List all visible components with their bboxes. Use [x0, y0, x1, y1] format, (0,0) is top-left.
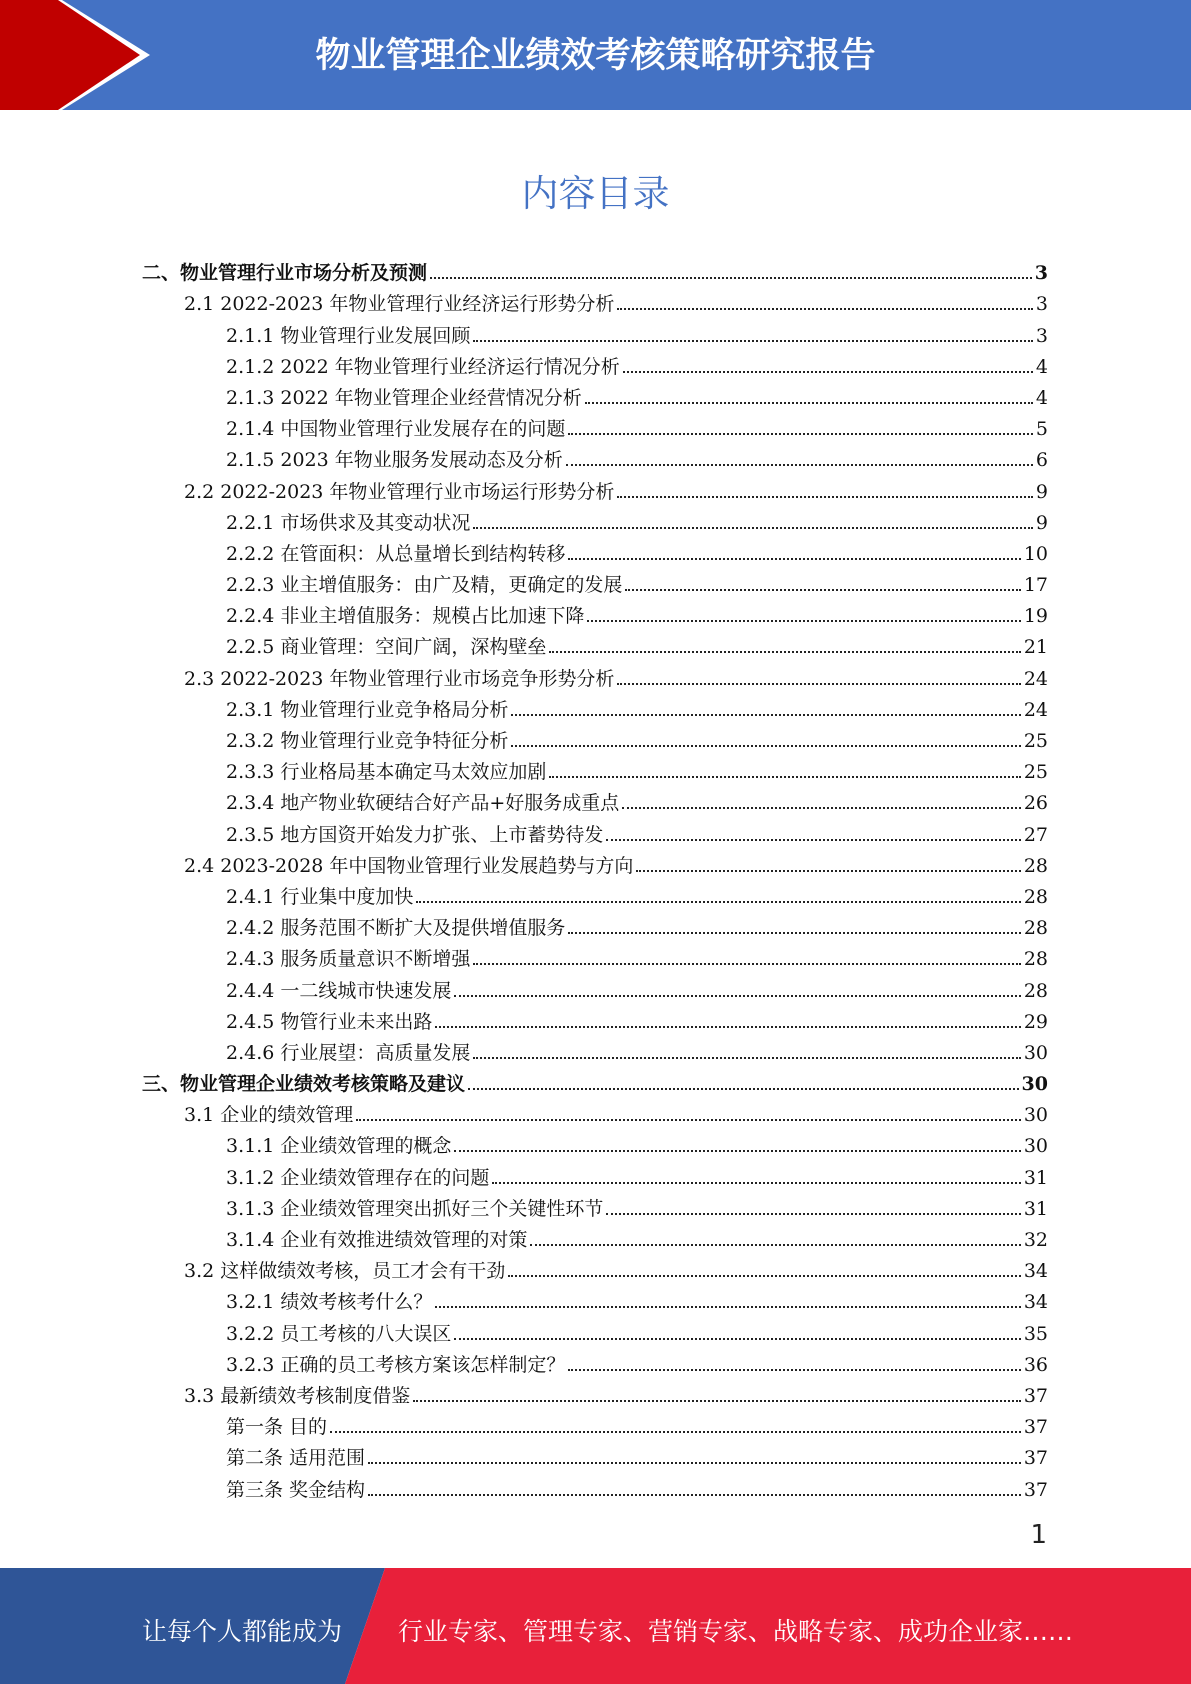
toc-leader-dots: [473, 527, 1033, 529]
toc-entry-page: 6: [1035, 449, 1048, 472]
toc-leader-dots: [511, 745, 1020, 747]
toc-leader-dots: [416, 901, 1020, 903]
toc-leader-dots: [454, 1150, 1020, 1152]
toc-leader-dots: [566, 464, 1033, 466]
toc-entry-page: 9: [1035, 511, 1048, 534]
toc-entry-label: 第三条 奖金结构: [226, 1478, 366, 1501]
toc-entry[interactable]: [142, 1126, 1048, 1157]
toc-entry[interactable]: [142, 565, 1048, 596]
toc-entry[interactable]: [142, 1469, 1048, 1500]
toc-entry-label: 3.1.1 企业绩效管理的概念: [226, 1135, 452, 1158]
toc-entry-page: 32: [1023, 1229, 1048, 1251]
toc-entry[interactable]: [142, 627, 1048, 658]
toc-entry-label: 2.3.2 物业管理行业竞争特征分析: [226, 730, 509, 752]
toc-leader-dots: [454, 995, 1020, 997]
toc-entry-page: 24: [1023, 667, 1048, 690]
toc-entry[interactable]: [142, 503, 1048, 534]
toc-entry-label: 2.4.6 行业展望：高质量发展: [226, 1041, 471, 1064]
toc-leader-dots: [617, 496, 1032, 498]
table-of-contents: [142, 253, 1048, 1501]
toc-leader-dots: [617, 308, 1032, 310]
toc-entry[interactable]: [142, 1002, 1048, 1033]
toc-entry-label: 2.3.4 地产物业软硬结合好产品+好服务成重点: [226, 792, 620, 815]
toc-leader-dots: [568, 433, 1033, 435]
toc-entry-page: 31: [1023, 1197, 1048, 1220]
toc-entry[interactable]: [142, 471, 1048, 502]
toc-entry-label: 2.1.5 2023 年物业服务发展动态及分析: [226, 449, 563, 472]
toc-entry-label: 三、物业管理企业绩效考核策略及建议: [142, 1073, 466, 1096]
toc-entry-page: 30: [1023, 1135, 1048, 1158]
page-number: 1: [1030, 1520, 1047, 1550]
toc-entry-page: 4: [1035, 386, 1048, 409]
toc-leader-dots: [473, 1057, 1020, 1059]
toc-entry-label: 2.4.3 服务质量意识不断增强: [226, 948, 471, 971]
header-title: 物业管理企业绩效考核策略研究报告: [315, 36, 876, 76]
toc-leader-dots: [413, 1400, 1021, 1402]
toc-entry[interactable]: [142, 440, 1048, 471]
toc-entry-page: 30: [1021, 1073, 1048, 1096]
toc-leader-dots: [622, 807, 1021, 809]
toc-entry[interactable]: [142, 846, 1048, 877]
toc-leader-dots: [617, 683, 1020, 685]
toc-entry-label: 二、物业管理行业市场分析及预测: [142, 262, 428, 285]
toc-entry-label: 3.1 企业的绩效管理: [184, 1104, 354, 1127]
toc-title: 内容目录: [521, 172, 670, 215]
toc-entry-label: 3.1.3 企业绩效管理突出抓好三个关键性环节: [226, 1197, 604, 1220]
toc-entry-page: 10: [1023, 542, 1048, 565]
toc-entry-label: 2.2.5 商业管理：空间广阔，深构壁垒: [226, 636, 547, 659]
toc-entry-label: 2.4.4 一二线城市快速发展: [226, 979, 452, 1002]
toc-entry-label: 2.3.3 行业格局基本确定马太效应加剧: [226, 761, 547, 784]
toc-leader-dots: [492, 1182, 1020, 1184]
toc-leader-dots: [625, 589, 1020, 591]
toc-entry-page: 3: [1034, 262, 1048, 285]
toc-leader-dots: [587, 620, 1020, 622]
toc-leader-dots: [530, 1244, 1020, 1246]
toc-entry-page: 3: [1035, 293, 1048, 316]
toc-entry-label: 2.4.2 服务范围不断扩大及提供增值服务: [226, 917, 566, 940]
toc-leader-dots: [473, 340, 1033, 342]
toc-entry-label: 2.1.1 物业管理行业发展回顾: [226, 324, 471, 347]
toc-entry-page: 21: [1023, 636, 1048, 659]
toc-entry-page: 28: [1023, 885, 1048, 908]
toc-entry-label: 2.1.4 中国物业管理行业发展存在的问题: [226, 418, 566, 441]
toc-entry-label: 3.2.2 员工考核的八大误区: [226, 1322, 452, 1345]
toc-entry[interactable]: [142, 378, 1048, 409]
toc-leader-dots: [330, 1431, 1021, 1433]
toc-leader-dots: [468, 1088, 1019, 1090]
toc-entry-page: 37: [1023, 1447, 1048, 1470]
toc-entry[interactable]: [142, 970, 1048, 1001]
toc-entry[interactable]: [142, 596, 1048, 627]
toc-entry[interactable]: [142, 1157, 1048, 1188]
toc-entry-page: 28: [1023, 917, 1048, 940]
toc-entry-page: 5: [1035, 418, 1048, 441]
toc-entry[interactable]: [142, 1407, 1048, 1438]
toc-entry-page: 25: [1023, 761, 1048, 784]
toc-leader-dots: [511, 714, 1020, 716]
toc-entry-page: 9: [1035, 480, 1048, 503]
toc-leader-dots: [368, 1462, 1021, 1464]
toc-entry[interactable]: [142, 253, 1048, 284]
toc-leader-dots: [568, 558, 1020, 560]
toc-entry-page: 30: [1023, 1104, 1048, 1127]
toc-entry-label: 2.4 2023-2028 年中国物业管理行业发展趋势与方向: [184, 854, 634, 877]
toc-entry[interactable]: [142, 939, 1048, 970]
toc-leader-dots: [636, 870, 1020, 872]
toc-leader-dots: [356, 1119, 1021, 1121]
toc-entry[interactable]: [142, 315, 1048, 346]
toc-entry-label: 3.1.4 企业有效推进绩效管理的对策: [226, 1229, 528, 1251]
toc-entry[interactable]: [142, 347, 1048, 378]
toc-entry-label: 3.3 最新绩效考核制度借鉴: [184, 1384, 411, 1407]
header-band: [0, 0, 1191, 110]
toc-leader-dots: [568, 932, 1020, 934]
toc-entry-page: 28: [1023, 854, 1048, 877]
toc-leader-dots: [549, 651, 1020, 653]
toc-leader-dots: [585, 402, 1033, 404]
toc-entry-label: 3.1.2 企业绩效管理存在的问题: [226, 1166, 490, 1189]
toc-entry[interactable]: [142, 1220, 1048, 1251]
toc-entry-label: 2.3 2022-2023 年物业管理行业市场竞争形势分析: [184, 667, 615, 690]
toc-entry-page: 26: [1023, 792, 1048, 815]
toc-entry-label: 2.2 2022-2023 年物业管理行业市场运行形势分析: [184, 480, 615, 503]
toc-leader-dots: [435, 1026, 1020, 1028]
toc-entry-label: 2.1 2022-2023 年物业管理行业经济运行形势分析: [184, 293, 615, 316]
toc-entry-page: 31: [1023, 1166, 1048, 1189]
toc-entry-page: 34: [1023, 1260, 1048, 1283]
toc-entry[interactable]: [142, 534, 1048, 565]
toc-entry-page: 37: [1023, 1478, 1048, 1501]
toc-entry-label: 第一条 目的: [226, 1416, 328, 1439]
toc-entry[interactable]: [142, 690, 1048, 721]
toc-entry-page: 19: [1023, 605, 1048, 628]
toc-leader-dots: [454, 1338, 1020, 1340]
toc-leader-dots: [430, 277, 1032, 279]
toc-entry[interactable]: [142, 1095, 1048, 1126]
toc-entry-label: 3.2 这样做绩效考核，员工才会有干劲: [184, 1260, 506, 1283]
toc-entry-label: 2.4.5 物管行业未来出路: [226, 1010, 433, 1033]
toc-leader-dots: [606, 1213, 1020, 1215]
toc-entry-label: 2.1.2 2022 年物业管理行业经济运行情况分析: [226, 355, 620, 378]
toc-entry-page: 29: [1023, 1010, 1048, 1033]
toc-leader-dots: [435, 1306, 1020, 1308]
toc-entry-page: 28: [1023, 948, 1048, 971]
footer-slogan-right: 行业专家、管理专家、营销专家、战略专家、成功企业家……: [398, 1617, 1074, 1646]
toc-entry-label: 2.3.1 物业管理行业竞争格局分析: [226, 698, 509, 721]
toc-entry[interactable]: [142, 814, 1048, 845]
toc-entry[interactable]: [142, 1189, 1048, 1220]
toc-entry[interactable]: [142, 721, 1048, 752]
toc-entry-label: 2.2.1 市场供求及其变动状况: [226, 511, 471, 534]
toc-entry[interactable]: [142, 284, 1048, 315]
toc-entry-page: 3: [1035, 324, 1048, 347]
toc-entry-page: 24: [1023, 698, 1048, 721]
footer-band: [0, 1568, 1191, 1684]
toc-leader-dots: [623, 371, 1033, 373]
toc-entry[interactable]: [142, 783, 1048, 814]
footer-slogan-left: 让每个人都能成为: [142, 1617, 343, 1646]
toc-entry[interactable]: [142, 1376, 1048, 1407]
toc-entry-page: 30: [1023, 1041, 1048, 1064]
toc-entry-page: 37: [1023, 1416, 1048, 1439]
toc-entry[interactable]: [142, 752, 1048, 783]
toc-entry-page: 25: [1023, 730, 1048, 752]
toc-leader-dots: [368, 1494, 1021, 1496]
toc-entry[interactable]: [142, 1033, 1048, 1064]
toc-leader-dots: [473, 963, 1020, 965]
toc-leader-dots: [568, 1369, 1020, 1371]
toc-entry-page: 28: [1023, 979, 1048, 1002]
toc-entry[interactable]: [142, 1313, 1048, 1344]
toc-entry[interactable]: [142, 1345, 1048, 1376]
toc-entry[interactable]: [142, 1251, 1048, 1282]
toc-entry[interactable]: [142, 908, 1048, 939]
toc-entry-label: 2.1.3 2022 年物业管理企业经营情况分析: [226, 386, 582, 409]
toc-entry-label: 3.2.1 绩效考核考什么？: [226, 1291, 433, 1314]
toc-entry-label: 2.3.5 地方国资开始发力扩张、上市蓄势待发: [226, 823, 604, 846]
toc-entry[interactable]: [142, 1282, 1048, 1313]
toc-entry-page: 17: [1023, 574, 1048, 597]
toc-leader-dots: [606, 839, 1020, 841]
toc-entry-label: 2.2.4 非业主增值服务：规模占比加速下降: [226, 605, 585, 628]
toc-entry[interactable]: [142, 1064, 1048, 1095]
toc-leader-dots: [549, 776, 1020, 778]
toc-entry-page: 35: [1023, 1322, 1048, 1345]
toc-entry-page: 36: [1023, 1353, 1048, 1376]
toc-entry-page: 37: [1023, 1384, 1048, 1407]
toc-entry-label: 2.4.1 行业集中度加快: [226, 885, 414, 908]
toc-leader-dots: [508, 1275, 1021, 1277]
toc-entry-page: 4: [1035, 355, 1048, 378]
toc-entry-label: 3.2.3 正确的员工考核方案该怎样制定？: [226, 1353, 566, 1376]
toc-entry[interactable]: [142, 1438, 1048, 1469]
toc-entry-label: 2.2.2 在管面积：从总量增长到结构转移: [226, 542, 566, 565]
toc-entry-page: 27: [1023, 823, 1048, 846]
toc-entry-label: 2.2.3 业主增值服务：由广及精，更确定的发展: [226, 574, 623, 597]
toc-entry-page: 34: [1023, 1291, 1048, 1314]
toc-entry[interactable]: [142, 877, 1048, 908]
toc-entry[interactable]: [142, 658, 1048, 689]
toc-entry-label: 第二条 适用范围: [226, 1447, 366, 1470]
toc-entry[interactable]: [142, 409, 1048, 440]
